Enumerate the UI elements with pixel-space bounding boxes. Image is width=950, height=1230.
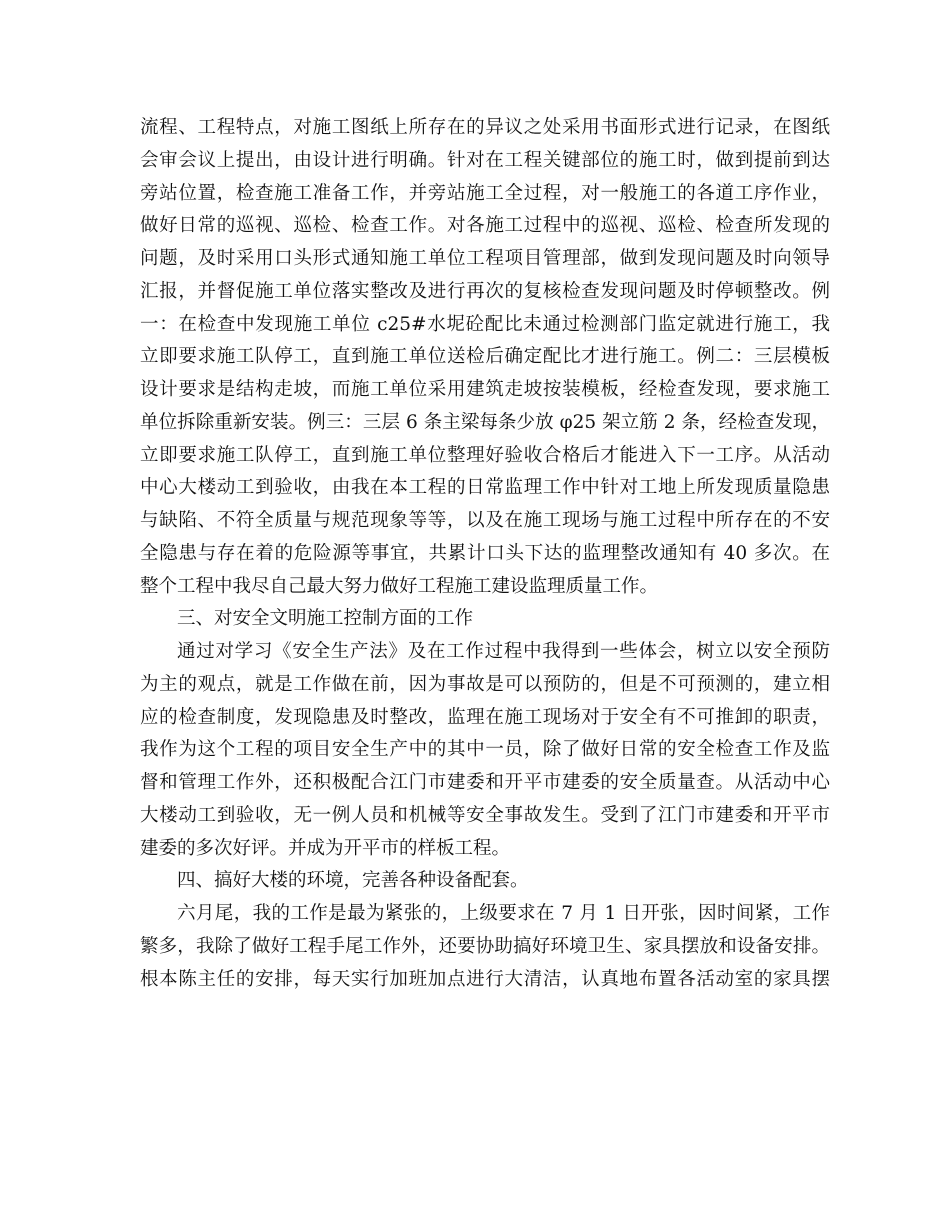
text-line: 旁站位置，检查施工准备工作，并旁站施工全过程，对一般施工的各道工序作业，: [140, 182, 830, 204]
text-line: 四、搞好大楼的环境，完善各种设备配套。: [177, 870, 529, 892]
text-line: 督和管理工作外，还积极配合江门市建委和开平市建委的安全质量查。从活动中心: [140, 772, 830, 793]
text-line: 与缺陷、不符全质量与规范现象等等，以及在施工现场与施工过程中所存在的不安: [140, 510, 830, 531]
text-line: 中心大楼动工到验收，由我在本工程的日常监理工作中针对工地上所发现质量隐患: [140, 477, 830, 499]
text-line: 做好日常的巡视、巡检、检查工作。对各施工过程中的巡视、巡检、检查所发现的: [140, 215, 830, 237]
text-line: 六月尾，我的工作是最为紧张的，上级要求在 7 月 1 日开张，因时间紧，工作: [177, 903, 830, 924]
text-line: 全隐患与存在着的危险源等事宜，共累计口头下达的监理整改通知有 40 多次。在: [140, 542, 830, 564]
text-line: 问题，及时采用口头形式通知施工单位工程项目管理部，做到发现问题及时向领导: [140, 248, 830, 269]
text-line: 繁多，我除了做好工程手尾工作外，还要协助搞好环境卫生、家具摆放和设备安排。: [140, 935, 830, 957]
text-line: 大楼动工到验收，无一例人员和机械等安全事故发生。受到了江门市建委和开平市: [140, 804, 830, 826]
text-line: 建委的多次好评。并成为开平市的样板工程。: [140, 837, 511, 859]
text-line: 为主的观点，就是工作做在前，因为事故是可以预防的，但是不可预测的，建立相: [140, 673, 830, 695]
text-line: 流程、工程特点，对施工图纸上所存在的异议之处采用书面形式进行记录，在图纸: [140, 117, 830, 138]
text-line: 立即要求施工队停工，直到施工单位整理好验收合格后才能进入下一工序。从活动: [140, 444, 830, 466]
text-line: 通过对学习《安全生产法》及在工作过程中我得到一些体会，树立以安全预防: [177, 641, 830, 662]
text-line: 三、对安全文明施工控制方面的工作: [177, 608, 474, 630]
text-line: 设计要求是结构走坡，而施工单位采用建筑走坡按装模板，经检查发现，要求施工: [140, 379, 830, 400]
text-line: 汇报，并督促施工单位落实整改及进行再次的复核检查发现问题及时停顿整改。例: [140, 280, 830, 302]
text-line: 整个工程中我尽自己最大努力做好工程施工建设监理质量工作。: [140, 575, 659, 597]
text-line: 会审会议上提出，由设计进行明确。针对在工程关键部位的施工时，做到提前到达: [140, 149, 830, 171]
text-line: 我作为这个工程的项目安全生产中的其中一员，除了做好日常的安全检查工作及监: [140, 739, 830, 761]
text-line: 应的检查制度，发现隐患及时整改，监理在施工现场对于安全有不可推卸的职责，: [140, 706, 830, 728]
text-line: 根本陈主任的安排，每天实行加班加点进行大清洁，认真地布置各活动室的家具摆: [140, 968, 830, 990]
text-line: 立即要求施工队停工，直到施工单位送检后确定配比才进行施工。例二：三层模板: [140, 346, 830, 368]
text-line: 一：在检查中发现施工单位 c25#水坭砼配比未通过检测部门监定就进行施工，我: [140, 313, 830, 335]
document-body: [140, 112, 830, 996]
text-line: 单位拆除重新安装。例三：三层 6 条主梁每条少放 φ25 架立筋 2 条，经检查发现，: [140, 411, 830, 433]
